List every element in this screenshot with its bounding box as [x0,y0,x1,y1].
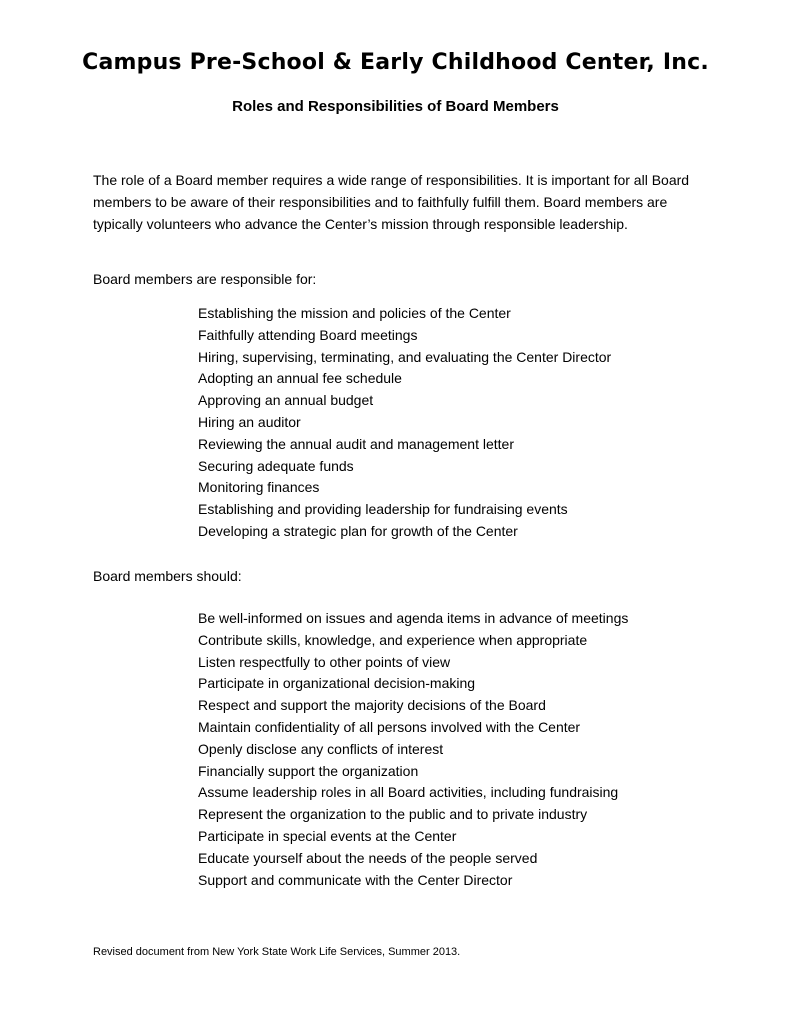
list-item: Financially support the organization [198,762,419,779]
footer-note: Revised document from New York State Work Life Services, Summer 2013. [93,946,461,958]
list-item: Assume leadership roles in all Board activities, including fundraising [198,784,619,801]
list-item: Monitoring finances [198,479,320,496]
list-item: Hiring, supervising, terminating, and evaluating the Center Director [198,348,612,365]
responsibilities-lead: Board members are responsible for: [93,271,317,287]
list-item: Listen respectfully to other points of view [198,653,451,670]
list-item: Developing a strategic plan for growth of the Center [198,522,518,539]
intro-paragraph: The role of a Board member requires a wide range of responsibilities. It is important for all Board members to be aware of their responsibilities and to faithfully fulfill them. Board members are typically volunteers who advance the Center’s mission through responsible leadership. [93,172,690,232]
organization-title: Campus Pre-School & Early Childhood Center, Inc. [82,50,709,75]
list-item: Support and communicate with the Center Director [198,871,513,888]
list-item: Establishing the mission and policies of the Center [198,305,511,321]
list-item: Be well-informed on issues and agenda items in advance of meetings [198,610,629,626]
list-item: Adopting an annual fee schedule [198,370,402,387]
list-item: Approving an annual budget [198,392,374,409]
list-item: Reviewing the annual audit and management letter [198,435,514,452]
list-item: Contribute skills, knowledge, and experience when appropriate [198,631,588,648]
list-item: Hiring an auditor [198,413,301,430]
responsibilities-list [198,303,611,543]
list-item: Participate in special events at the Center [198,827,457,844]
list-item: Participate in organizational decision-making [198,675,476,692]
list-item: Represent the organization to the public and to private industry [198,806,588,823]
list-item: Openly disclose any conflicts of interest [198,740,444,757]
list-item: Educate yourself about the needs of the people served [198,849,538,866]
expectations-lead: Board members should: [93,568,242,584]
list-item: Respect and support the majority decisions of the Board [198,697,546,714]
list-item: Maintain confidentiality of all persons involved with the Center [198,718,581,735]
document-title: Roles and Responsibilities of Board Members [232,98,559,115]
expectations-list [198,608,628,891]
list-item: Securing adequate funds [198,457,354,474]
list-item: Establishing and providing leadership for fundraising events [198,501,568,518]
list-item: Faithfully attending Board meetings [198,326,418,343]
